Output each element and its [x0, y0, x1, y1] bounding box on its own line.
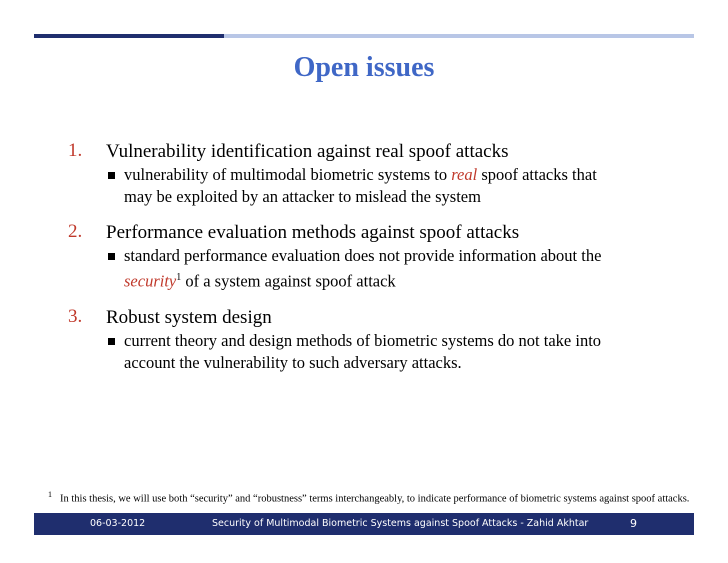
issue-item-2 [68, 221, 688, 293]
footnote [48, 490, 728, 505]
square-bullet-icon [108, 253, 115, 260]
issue-heading: Robust system design [106, 306, 272, 328]
top-divider-bar [34, 34, 694, 38]
slide-title: Open issues [293, 52, 435, 83]
issue-number: 1. [68, 140, 83, 161]
emphasis-text: real [451, 165, 478, 184]
issue-detail: vulnerability of multimodal biometric systems to real spoof attacks that may be exploited by an attacker to mislead the system [106, 164, 688, 208]
page-number: 9 [630, 517, 637, 530]
square-bullet-icon [108, 172, 115, 179]
footer-date: 06-03-2012 [90, 518, 146, 529]
issue-number: 2. [68, 221, 83, 242]
issue-item-3 [68, 306, 688, 374]
footnote-mark: 1 [48, 490, 52, 499]
issue-detail: current theory and design methods of biometric systems do not take into account the vulnerability to such adversary attacks. [106, 330, 688, 374]
emphasis-text: security [124, 271, 177, 291]
issue-number: 3. [68, 305, 83, 327]
footer-title: Security of Multimodal Biometric Systems against Spoof Attacks - Zahid Akhtar [212, 518, 589, 529]
issue-detail: standard performance evaluation does not provide information about the security$^1$ of a system against spoof attack [106, 245, 688, 293]
issue-item-1 [68, 140, 688, 208]
issues-list [68, 140, 688, 387]
issue-heading: Performance evaluation methods against spoof attacks [106, 222, 520, 243]
square-bullet-icon [108, 338, 115, 345]
footer-bar [34, 513, 694, 535]
issue-heading: Vulnerability identification against real spoof attacks [106, 141, 509, 162]
footnote-ref: 1 [176, 272, 182, 283]
footnote-text: In this thesis, we will use both “security” and “robustness” terms interchangeably, to indicate performance of biometric systems against spoof attacks. [60, 493, 690, 505]
